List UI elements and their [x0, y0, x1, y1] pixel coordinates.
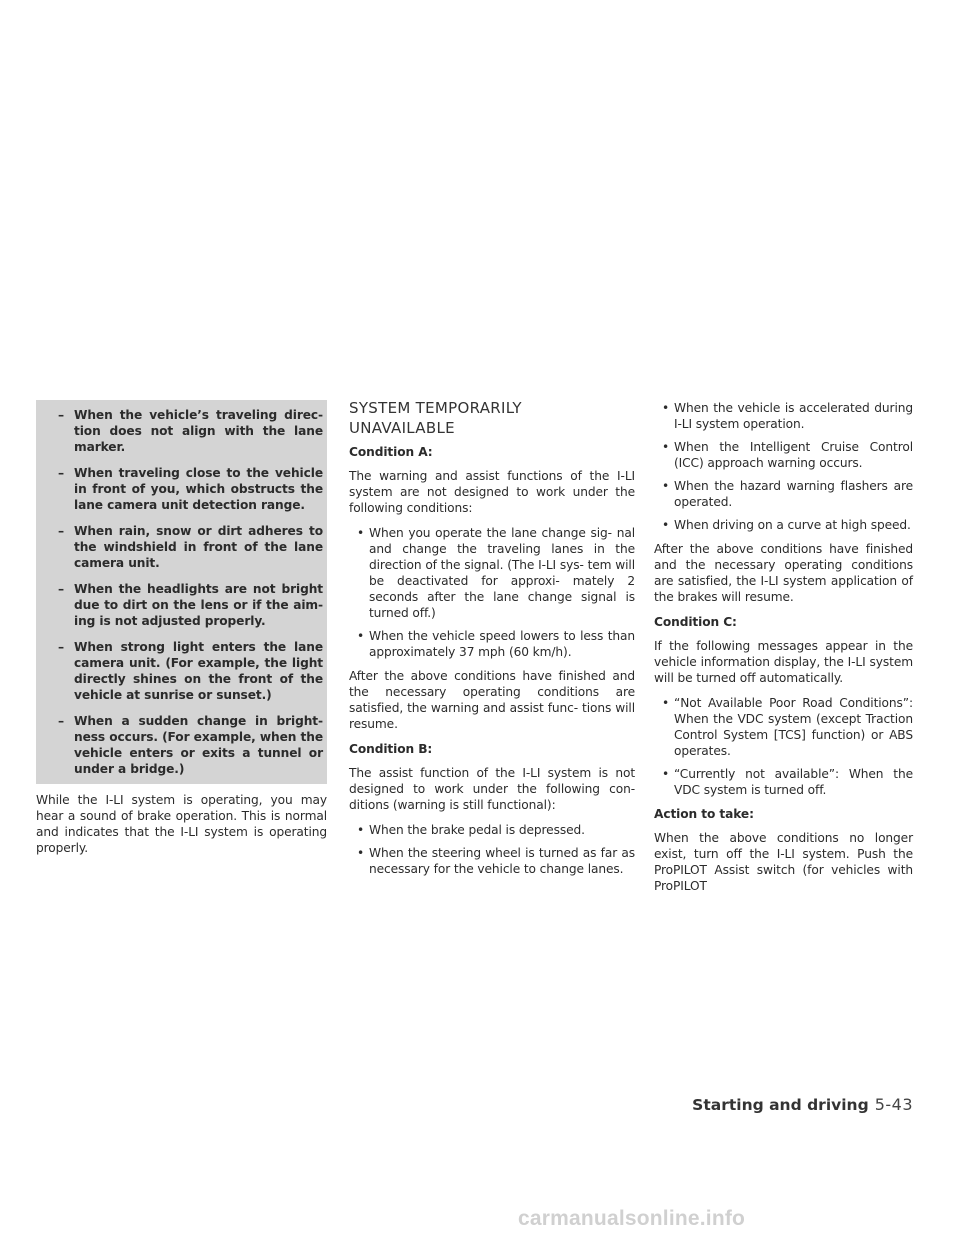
- operation-note: While the I-LI system is operating, you may hear a sound of brake operation. This is normal and indicates that the I-LI system is operating properly.: [36, 793, 327, 855]
- condition-b-label: Condition B:: [349, 742, 433, 756]
- condition-b-list: [357, 822, 635, 877]
- condition-a-after: After the above conditions have finished and the necessary operating conditions are satisfied, the warning and assist func- tions will resume.: [349, 669, 635, 731]
- list-item: • When the vehicle speed lowers to less than approximately 37 mph (60 km/h).: [357, 629, 635, 659]
- list-item: • “Currently not available”: When the VDC system is turned off.: [662, 767, 913, 797]
- list-item: • “Not Available Poor Road Conditions”: When the VDC system (except Traction Control System [TCS] function) or ABS operates.: [662, 696, 913, 758]
- condition-c-label: Condition C:: [654, 615, 737, 629]
- warning-item: – When traveling close to the vehicle in front of you, which obstructs the lane camera unit detection range.: [58, 466, 323, 512]
- condition-c-text: If the following messages appear in the vehicle information display, the I-LI system will be turned off automatically.: [654, 639, 913, 685]
- warning-box: [36, 400, 327, 784]
- condition-a-text: The warning and assist functions of the I-LI system are not designed to work under the following conditions:: [349, 469, 635, 515]
- condition-b-list-continued: [662, 400, 913, 533]
- warning-item: – When the headlights are not bright due to dirt on the lens or if the aim- ing is not adjusted properly.: [58, 582, 323, 628]
- condition-a-list: [357, 525, 635, 660]
- condition-b-after: After the above conditions have finished and the necessary operating conditions are satisfied, the I-LI system application of the brakes will resume.: [654, 542, 913, 604]
- page-footer: [692, 1095, 913, 1114]
- list-item: • When driving on a curve at high speed.: [662, 518, 911, 532]
- action-label: Action to take:: [654, 807, 754, 821]
- left-column: [36, 400, 327, 865]
- list-item: • When the vehicle is accelerated during I-LI system operation.: [662, 401, 913, 431]
- section-heading: SYSTEM TEMPORARILY UNAVAILABLE: [349, 399, 522, 437]
- warning-item: – When the vehicle’s traveling direc- tion does not align with the lane marker.: [58, 408, 323, 454]
- right-column: [654, 400, 913, 903]
- list-item: • When you operate the lane change sig- nal and change the traveling lanes in the direction of the signal. (The I-LI sys- tem will be deactivated for approxi- mately 2 seconds after the lane change signal is turned off.): [357, 526, 635, 620]
- warning-item: – When strong light enters the lane camera unit. (For example, the light directly shines on the front of the vehicle at sunrise or sunset.): [58, 640, 323, 702]
- condition-c-list: [662, 695, 913, 798]
- condition-b-text: The assist function of the I-LI system is not designed to work under the following con- ditions (warning is still functional):: [349, 766, 635, 812]
- warning-item: – When a sudden change in bright- ness occurs. (For example, when the vehicle enters or exits a tunnel or under a bridge.): [58, 714, 323, 776]
- section-title: Starting and driving: [692, 1096, 869, 1114]
- middle-column: [349, 400, 635, 885]
- watermark: carmanualsonline.info: [518, 1207, 746, 1230]
- list-item: • When the steering wheel is turned as far as necessary for the vehicle to change lanes.: [357, 846, 635, 876]
- warning-item: – When rain, snow or dirt adheres to the windshield in front of the lane camera unit.: [58, 524, 323, 570]
- action-text: When the above conditions no longer exist, turn off the I-LI system. Push the ProPILOT Assist switch (for vehicles with ProPILOT: [654, 831, 913, 893]
- list-item: • When the brake pedal is depressed.: [357, 823, 585, 837]
- page-number: 5-43: [874, 1095, 913, 1114]
- list-item: • When the Intelligent Cruise Control (ICC) approach warning occurs.: [662, 440, 913, 470]
- list-item: • When the hazard warning flashers are operated.: [662, 479, 913, 509]
- condition-a-label: Condition A:: [349, 445, 433, 459]
